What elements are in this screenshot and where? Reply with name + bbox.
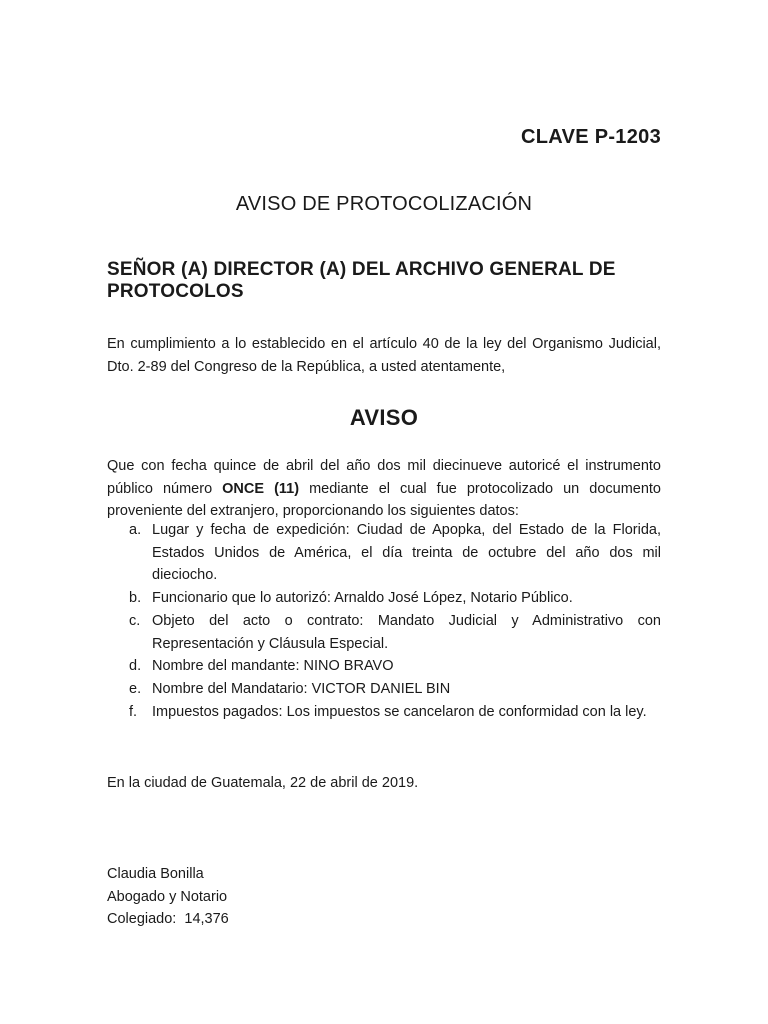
- list-marker: b.: [129, 590, 142, 607]
- list-item-text: Funcionario que lo autorizó: Arnaldo José López, Notario Público.: [152, 590, 573, 607]
- instrument-number: ONCE (11): [222, 480, 300, 497]
- body-text-after: mediante el cual fue protocolizado un documento proveniente del extranjero, proporcionando los siguientes datos:: [107, 480, 661, 519]
- data-list: [107, 519, 661, 723]
- body-text-before: Que con fecha quince de abril del año dos mil diecinueve autoricé el instrumento público número: [107, 458, 661, 497]
- closing-line: En la ciudad de Guatemala, 22 de abril de 2019.: [107, 775, 419, 791]
- list-item: [107, 610, 661, 655]
- list-marker: e.: [129, 680, 142, 697]
- signatory-name: Claudia Bonilla: [107, 866, 204, 882]
- list-marker: f.: [129, 703, 138, 720]
- list-item: [107, 519, 661, 587]
- list-item: [107, 655, 661, 678]
- signatory-role: Abogado y Notario: [107, 888, 228, 905]
- list-item-text: Impuestos pagados: Los impuestos se cancelaron de conformidad con la ley.: [152, 703, 647, 720]
- list-marker: c.: [129, 612, 141, 629]
- list-item-text: Nombre del Mandatario: VICTOR DANIEL BIN: [152, 680, 451, 697]
- document-code: CLAVE P-1203: [521, 126, 661, 148]
- colegiado-number: Colegiado: 14,376: [107, 911, 229, 927]
- signature-block: [107, 863, 229, 931]
- list-marker: a.: [129, 522, 142, 538]
- addressee-heading: SEÑOR (A) DIRECTOR (A) DEL ARCHIVO GENERAL DE PROTOCOLOS: [107, 259, 616, 302]
- list-marker: d.: [129, 658, 142, 675]
- document-title: AVISO DE PROTOCOLIZACIÓN: [235, 193, 533, 215]
- body-paragraph: [107, 455, 661, 523]
- list-item-text: Objeto del acto o contrato: Mandato Judicial y Administrativo con Representación y Cláusula Especial.: [152, 612, 661, 652]
- list-item: [107, 678, 661, 701]
- list-item-text: Lugar y fecha de expedición: Ciudad de Apopka, del Estado de la Florida, Estados Unidos de América, el día treinta de octubre del año dos mil dieciocho.: [152, 522, 661, 584]
- list-item-text: Nombre del mandante: NINO BRAVO: [152, 658, 394, 675]
- list-item: [107, 587, 661, 610]
- aviso-heading: AVISO: [349, 405, 419, 430]
- list-item: [107, 701, 661, 724]
- intro-paragraph: En cumplimiento a lo establecido en el artículo 40 de la ley del Organismo Judicial, Dto. 2-89 del Congreso de la República, a usted atentamente,: [107, 336, 661, 375]
